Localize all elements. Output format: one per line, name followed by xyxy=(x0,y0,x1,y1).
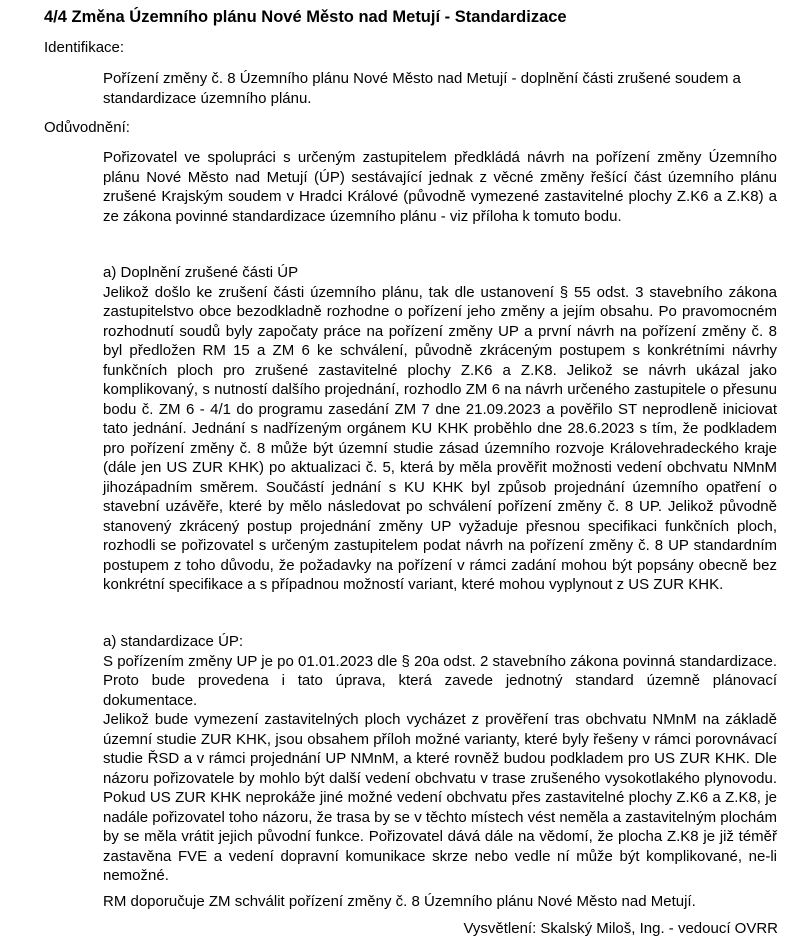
section-b-text-1: S pořízením změny UP je po 01.01.2023 dle § 20a odst. 2 stavebního zákona povinná standardizace. Proto bude provedena i tato úprava, která zavede jednotný standard územně plánovací dokumentace. xyxy=(103,652,777,709)
oduvodneni-label: Odůvodnění: xyxy=(44,119,130,136)
section-a xyxy=(103,263,777,595)
section-a-heading: a) Doplnění zrušené části ÚP xyxy=(103,264,299,281)
intro-paragraph: Pořizovatel ve spolupráci s určeným zastupitelem předkládá návrh na pořízení změny Územního plánu Nové Město nad Metují (ÚP) sestávající jednak z věcné změny řešící část územního plánu zrušené Krajským soudem v Hradci Králové (původně vymezené zastavitelné plochy Z.K6 a Z.K8) a ze zákona povinné standardizace územního plánu - viz příloha k tomuto bodu. xyxy=(103,149,777,225)
footer-explanation: Vysvětlení: Skalský Miloš, Ing. - vedoucí OVRR xyxy=(463,920,778,937)
section-a-text: Jelikož došlo ke zrušení části územního plánu, tak dle ustanovení § 55 odst. 3 stavebního zákona zastupitelstvo obce bezodkladně rozhodne o pořízení jeho změny a jejím obsahu. Po pravomocném rozhodnutí soudů byly započaty práce na pořízení změny UP a první návrh na pořízení změny č. 8 byl předložen RM 15 a ZM 6 ke schválení, původně zkráceným postupem s konkrétními návrhy funkčních ploch pro zrušené zastavitelné plochy Z.K6 a Z.K8. Jelikož se návrh ukázal jako komplikovaný, s nutností dalšího projednání, rozhodlo ZM 6 na návrh určeného zastupitele o přesunu bodu č. ZM 6 - 4/1 do programu zasedání ZM 7 dne 21.09.2023 a pověřilo ST neprodleně iniciovat tato jednání. Jednání s nadřízeným orgánem KU KHK proběhlo dne 28.6.2023 s tím, že podkladem pro pořízení změny č. 8 může být územní studie zásad územního rozvoje Královehradeckého kraje (dále jen US ZUR KHK) po aktualizaci č. 5, která by měla prověřit možnosti vedení obchvatu NMnM jihozápadním směrem. Součástí jednání s KU KHK byl způsob projednání územního opatření o stavební uzávěře, které by mělo následovat po schválení pořízení změny č. 8 UP. Jelikož původně stanovený zkrácený postup projednání změny UP vyžaduje přesnou specifikaci funkčních ploch, rozhodli se pořizovatel s určeným zastupitelem podat návrh na pořízení změny č. 8 UP standardním postupem z toho důvodu, že požadavky na pořízení v rámci zadání mohou být popsány obecně bez konkrétní specifikace a s případnou možností variant, které mohou vyplynout z US ZUR KHK. xyxy=(103,283,777,593)
section-b-heading: a) standardizace ÚP: xyxy=(103,633,244,650)
identifikace-text: Pořízení změny č. 8 Územního plánu Nové Město nad Metují - doplnění části zrušené soudem a standardizace územního plánu. xyxy=(103,70,741,107)
identifikace-label: Identifikace: xyxy=(44,39,125,56)
document-title: 4/4 Změna Územního plánu Nové Město nad Metují - Standardizace xyxy=(44,8,567,26)
recommendation: RM doporučuje ZM schválit pořízení změny č. 8 Územního plánu Nové Město nad Metují. xyxy=(103,893,696,910)
section-b-text-2: Jelikož bude vymezení zastavitelných ploch vycházet z prověření tras obchvatu NMnM na základě územní studie ZUR KHK, jsou obsahem příloh možné varianty, které byly řešeny v rámci porovnávací studie ŘSD a v rámci projednání UP NMnM, a které rovněž budou podkladem pro US ZUR KHK. Dle názoru pořizovatele by mohlo být další vedení obchvatu v trase zrušeného vysokotlakého plynovodu. Pokud US ZUR KHK neprokáže jiné možné vedení obchvatu přes zastavitelné plochy Z.K6 a Z.K8, je nadále pořizovatel toho názoru, že trasa by se v těchto místech vést neměla a zastavitelným plochám by se měla vrátit jejich původní funkce. Pořizovatel dává dále na vědomí, že plocha Z.K8 je již téměř zastavěna FVE a vedení dopravní komunikace skrze nebo vedle ní může být komplikované, ne-li nemožné. xyxy=(103,711,777,884)
section-b xyxy=(103,632,777,886)
